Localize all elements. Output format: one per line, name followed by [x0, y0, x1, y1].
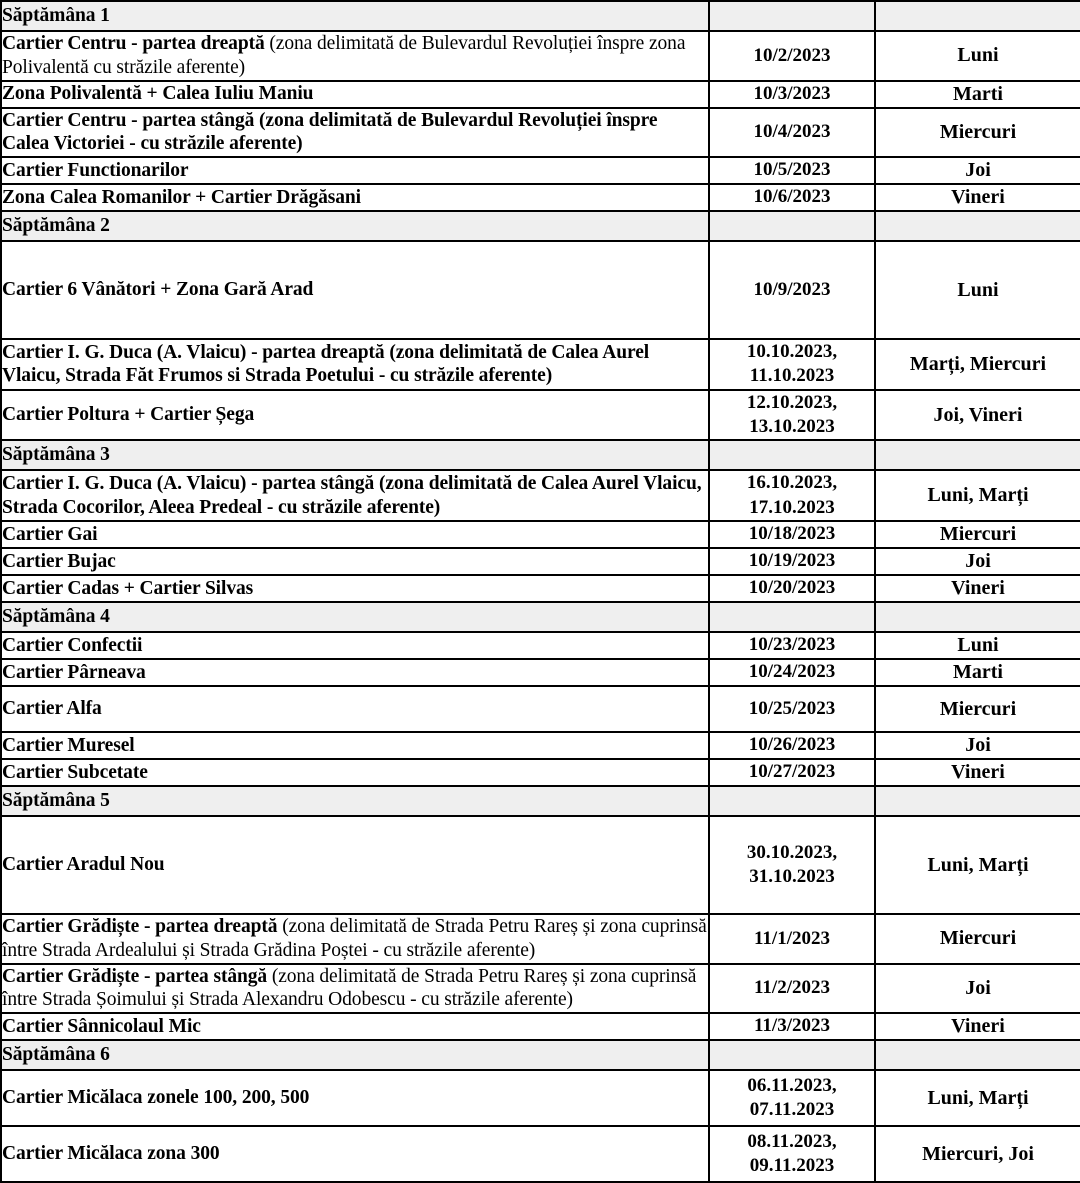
week-header-3	[1, 440, 709, 470]
area-name: Cartier Muresel	[2, 734, 135, 756]
table-row	[1, 470, 1080, 521]
day-cell	[875, 470, 1080, 521]
date-value: 10/5/2023	[753, 159, 831, 181]
area-name: Cartier Sânnicolaul Mic	[2, 1015, 201, 1037]
row-cartier-gradiste-dreapta	[1, 914, 709, 964]
day-cell	[875, 521, 1080, 548]
table-row	[1, 390, 1080, 441]
date-value: 10/9/2023	[753, 278, 831, 300]
date-cell	[709, 602, 875, 632]
day-cell	[875, 732, 1080, 759]
area-name: Cartier Functionarilor	[2, 159, 189, 181]
row-cartier-centru-dreapta	[1, 31, 709, 81]
day-value: Luni	[957, 278, 999, 301]
day-value: Joi	[965, 976, 991, 999]
table-row	[1, 759, 1080, 786]
date-line-2: 13.10.2023	[749, 416, 835, 438]
date-line-1: 16.10.2023,	[746, 472, 838, 494]
date-line-1: 08.11.2023,	[747, 1130, 837, 1152]
row-cartier-gai	[1, 521, 709, 548]
date-value: 10/19/2023	[748, 550, 836, 572]
day-value: Joi	[965, 550, 991, 572]
date-cell	[709, 575, 875, 602]
day-cell	[875, 602, 1080, 632]
day-value: Marti	[953, 661, 1003, 683]
date-cell	[709, 241, 875, 339]
row-zona-polivalenta	[1, 81, 709, 108]
day-cell	[875, 31, 1080, 81]
day-cell	[875, 108, 1080, 158]
area-name: Cartier Cadas + Cartier Silvas	[2, 577, 254, 599]
day-cell	[875, 440, 1080, 470]
row-ig-duca-stanga	[1, 470, 709, 521]
row-cartier-muresel	[1, 732, 709, 759]
row-micalaca-100-200-500	[1, 1070, 709, 1126]
area-name: Cartier Grădiște - partea dreaptă	[2, 916, 283, 937]
day-value: Luni, Marți	[927, 853, 1029, 876]
date-cell	[709, 31, 875, 81]
area-name: Săptămâna 3	[2, 444, 110, 466]
area-name: Cartier Pârneava	[2, 661, 146, 683]
day-cell	[875, 184, 1080, 211]
week-header-4	[1, 602, 709, 632]
day-value: Luni, Marți	[927, 484, 1029, 507]
area-name: Cartier Poltura + Cartier Șega	[2, 404, 255, 426]
date-line-2: 11.10.2023	[749, 365, 835, 387]
table-row	[1, 686, 1080, 732]
date-cell	[709, 632, 875, 659]
day-cell	[875, 914, 1080, 964]
area-name: Cartier Bujac	[2, 550, 116, 572]
row-cartier-gradiste-stanga	[1, 964, 709, 1014]
row-cartier-cadas-silvas	[1, 575, 709, 602]
date-value: 10/24/2023	[748, 661, 836, 683]
row-cartier-bujac	[1, 548, 709, 575]
table-row	[1, 1013, 1080, 1040]
date-cell	[709, 390, 875, 441]
day-cell	[875, 211, 1080, 241]
day-cell	[875, 1040, 1080, 1070]
date-cell	[709, 659, 875, 686]
date-value: 10/6/2023	[753, 186, 831, 208]
row-cartier-centru-stanga	[1, 108, 709, 158]
area-name: Cartier Micălaca zonele 100, 200, 500	[2, 1087, 310, 1109]
date-cell	[709, 964, 875, 1014]
area-name: Cartier Aradul Nou	[2, 854, 165, 876]
row-cartier-subcetate	[1, 759, 709, 786]
area-name: Cartier I. G. Duca (A. Vlaicu) - partea stângă (zona delimitată de Calea Aurel Vlaicu, Strada Cocorilor, Aleea Predeal - cu străzile aferente)	[2, 472, 702, 518]
table-row	[1, 241, 1080, 339]
date-value: 10/27/2023	[748, 761, 836, 783]
area-detail: (zona delimitată de Strada Petru Rareș și zona cuprinsă între Strada Șoimului și Strada Alexandru Odobescu - cu străzile aferente)	[2, 965, 697, 1011]
day-value: Joi, Vineri	[933, 403, 1023, 426]
area-name: Cartier Centru - partea stângă (zona delimitată de Bulevardul Revoluției înspre Calea Victoriei - cu străzile aferente)	[2, 109, 658, 155]
table-row	[1, 521, 1080, 548]
day-value: Marti	[953, 82, 1003, 105]
day-value: Luni	[957, 634, 999, 656]
table-row	[1, 1126, 1080, 1182]
row-cartier-sannicolaul-mic	[1, 1013, 709, 1040]
table-row	[1, 548, 1080, 575]
date-line-2: 09.11.2023	[749, 1155, 835, 1177]
day-cell	[875, 759, 1080, 786]
date-cell	[709, 521, 875, 548]
row-cartier-confectii	[1, 632, 709, 659]
table-row	[1, 632, 1080, 659]
date-cell	[709, 686, 875, 732]
date-value: 10/25/2023	[748, 697, 836, 719]
date-line-1: 30.10.2023,	[746, 841, 838, 863]
week-header-row	[1, 440, 1080, 470]
row-cartier-alfa	[1, 686, 709, 732]
week-header-row	[1, 1040, 1080, 1070]
day-value: Miercuri	[939, 120, 1017, 143]
date-cell	[709, 339, 875, 390]
week-header-2	[1, 211, 709, 241]
week-header-6	[1, 1040, 709, 1070]
day-value: Vineri	[951, 761, 1005, 783]
day-value: Marți, Miercuri	[909, 352, 1047, 375]
area-name: Cartier Centru - partea dreaptă	[2, 33, 270, 54]
date-cell	[709, 1070, 875, 1126]
row-cartier-6-vanatori	[1, 241, 709, 339]
day-value: Vineri	[951, 186, 1005, 209]
day-cell	[875, 157, 1080, 184]
table-row	[1, 575, 1080, 602]
week-header-row	[1, 786, 1080, 816]
day-cell	[875, 632, 1080, 659]
schedule-table-body	[1, 1, 1080, 1182]
day-cell	[875, 548, 1080, 575]
area-name: Cartier Grădiște - partea stângă	[2, 965, 272, 987]
area-name: Zona Calea Romanilor + Cartier Drăgăsani	[2, 186, 361, 208]
area-detail: (zona delimitată de Bulevardul Revoluției înspre zona Polivalentă cu străzile aferente)	[2, 33, 686, 78]
date-cell	[709, 470, 875, 521]
day-cell	[875, 786, 1080, 816]
date-value: 10/20/2023	[748, 577, 836, 599]
date-value: 11/1/2023	[753, 927, 830, 949]
date-cell	[709, 759, 875, 786]
date-line-2: 17.10.2023	[749, 496, 835, 518]
day-cell	[875, 339, 1080, 390]
date-line-2: 31.10.2023	[749, 866, 835, 887]
date-cell	[709, 914, 875, 964]
day-cell	[875, 81, 1080, 108]
table-row	[1, 1070, 1080, 1126]
date-cell	[709, 108, 875, 158]
row-cartier-functionarilor	[1, 157, 709, 184]
day-cell	[875, 1126, 1080, 1182]
day-value: Miercuri	[939, 523, 1017, 545]
area-name: Săptămâna 6	[2, 1044, 110, 1066]
day-value: Miercuri, Joi	[922, 1142, 1034, 1165]
table-row	[1, 964, 1080, 1014]
day-cell	[875, 241, 1080, 339]
week-header-row	[1, 211, 1080, 241]
date-cell	[709, 732, 875, 759]
date-cell	[709, 548, 875, 575]
table-row	[1, 914, 1080, 964]
date-cell	[709, 440, 875, 470]
table-row	[1, 816, 1080, 914]
date-value: 10/26/2023	[748, 734, 836, 756]
date-cell	[709, 81, 875, 108]
table-row	[1, 732, 1080, 759]
date-cell	[709, 1, 875, 31]
day-cell	[875, 1, 1080, 31]
row-cartier-poltura-sega	[1, 390, 709, 441]
day-cell	[875, 390, 1080, 441]
area-name: Cartier 6 Vânători + Zona Gară Arad	[2, 279, 314, 301]
date-value: 10/3/2023	[753, 82, 831, 104]
date-line-1: 06.11.2023,	[747, 1074, 837, 1096]
date-cell	[709, 157, 875, 184]
date-value: 11/3/2023	[753, 1015, 830, 1037]
date-cell	[709, 211, 875, 241]
row-cartier-parneava	[1, 659, 709, 686]
date-line-1: 10.10.2023,	[746, 341, 838, 363]
area-name: Cartier Micălaca zona 300	[2, 1143, 220, 1165]
week-header-row	[1, 602, 1080, 632]
day-value: Joi	[965, 159, 991, 182]
area-name: Săptămâna 1	[2, 5, 110, 27]
date-cell	[709, 1013, 875, 1040]
table-row	[1, 81, 1080, 108]
row-cartier-aradul-nou	[1, 816, 709, 914]
table-row	[1, 184, 1080, 211]
date-value: 11/2/2023	[753, 977, 830, 999]
date-line-1: 12.10.2023,	[746, 391, 838, 413]
date-value: 10/4/2023	[753, 121, 831, 143]
day-value: Joi	[965, 734, 991, 756]
date-cell	[709, 816, 875, 914]
day-cell	[875, 575, 1080, 602]
day-value: Vineri	[951, 1015, 1005, 1038]
week-header-1	[1, 1, 709, 31]
date-line-2: 07.11.2023	[749, 1099, 835, 1121]
area-name: Săptămâna 4	[2, 606, 110, 628]
day-value: Luni	[957, 44, 999, 67]
row-zona-calea-romanilor	[1, 184, 709, 211]
week-header-5	[1, 786, 709, 816]
date-value: 10/23/2023	[748, 634, 836, 656]
day-cell	[875, 686, 1080, 732]
row-ig-duca-dreapta	[1, 339, 709, 390]
row-micalaca-300	[1, 1126, 709, 1182]
area-name: Cartier Subcetate	[2, 761, 148, 783]
date-cell	[709, 184, 875, 211]
table-row	[1, 157, 1080, 184]
date-cell	[709, 1040, 875, 1070]
week-header-row	[1, 1, 1080, 31]
area-name: Zona Polivalentă + Calea Iuliu Maniu	[2, 83, 314, 105]
day-cell	[875, 964, 1080, 1014]
day-value: Miercuri	[939, 927, 1017, 950]
date-cell	[709, 1126, 875, 1182]
day-cell	[875, 1070, 1080, 1126]
table-row	[1, 31, 1080, 81]
day-cell	[875, 1013, 1080, 1040]
table-row	[1, 339, 1080, 390]
table-row	[1, 659, 1080, 686]
day-value: Luni, Marți	[927, 1086, 1029, 1109]
date-cell	[709, 786, 875, 816]
area-name: Cartier Gai	[2, 523, 98, 545]
date-value: 10/2/2023	[753, 44, 831, 66]
area-name: Cartier Confectii	[2, 634, 143, 656]
area-name: Cartier I. G. Duca (A. Vlaicu) - partea dreaptă (zona delimitată de Calea Aurel Vlaicu, Strada Făt Frumos si Strada Poetului - cu străzile aferente)	[2, 341, 650, 387]
day-value: Miercuri	[939, 697, 1017, 720]
area-detail: (zona delimitată de Strada Petru Rareș și zona cuprinsă între Strada Ardealului și Strada Grădina Poștei - cu străzile aferente)	[2, 916, 707, 961]
day-cell	[875, 659, 1080, 686]
area-name: Săptămâna 5	[2, 790, 110, 812]
day-value: Vineri	[951, 577, 1005, 599]
date-value: 10/18/2023	[748, 523, 836, 545]
table-row	[1, 108, 1080, 158]
area-name: Săptămâna 2	[2, 215, 110, 237]
day-cell	[875, 816, 1080, 914]
area-name: Cartier Alfa	[2, 698, 102, 720]
